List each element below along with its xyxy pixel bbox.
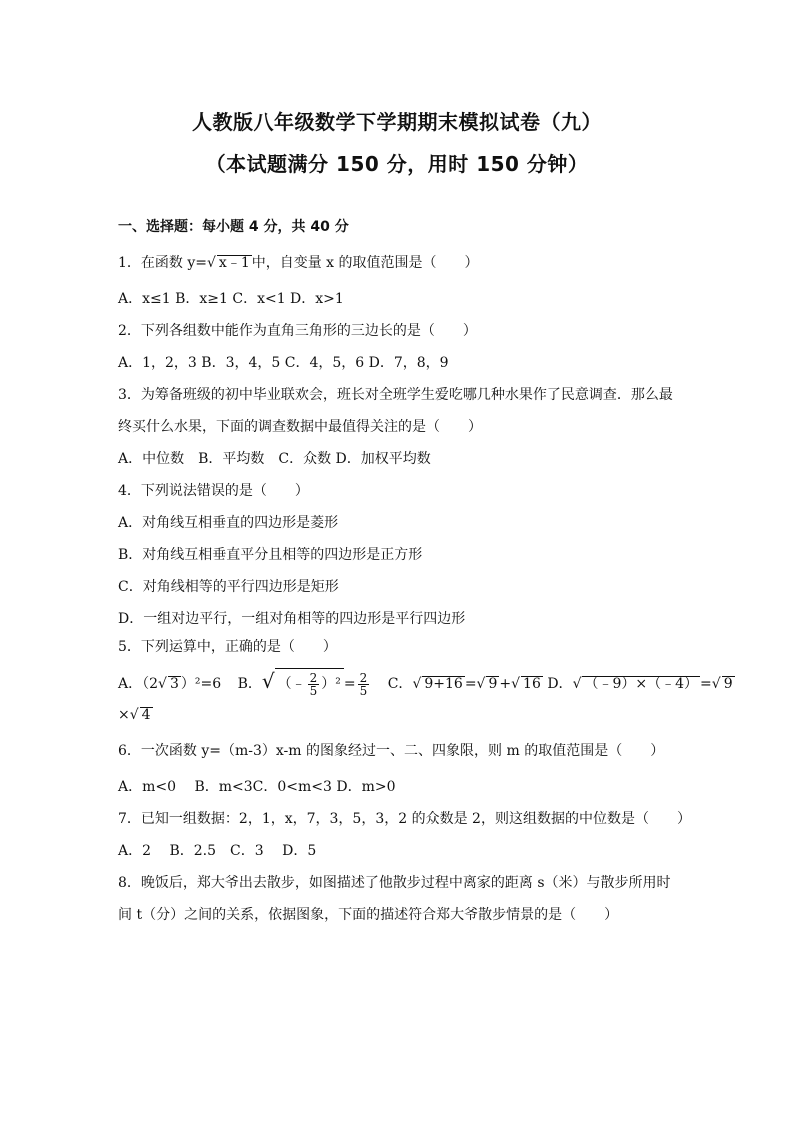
q5-b-equals: = (343, 676, 356, 692)
q5-b-paren-left: （﹣ (277, 676, 306, 692)
q5-d-radicand-3: 4 (141, 707, 151, 723)
question-1-stem (118, 254, 688, 272)
question-6-options: A．m<0 B．m<3C．0<m<3 D．m>0 (118, 779, 396, 795)
question-7-options: A．2 B．2.5 C．3 D．5 (118, 843, 317, 859)
q5-b-result-denominator: 5 (359, 683, 368, 698)
q5-b-denominator: 5 (309, 683, 318, 698)
q5-option-a (118, 676, 221, 692)
sqrt-sign-icon: √ (261, 669, 275, 693)
question-4-option-b: B．对角线互相垂直平分且相等的四边形是正方形 (118, 547, 423, 563)
question-8-stem-line1: 8．晚饭后，郑大爷出去散步，如图描述了他散步过程中离家的距离 s（米）与散步所用时 (118, 875, 671, 891)
q5-option-b (237, 669, 372, 698)
question-2-stem: 2．下列各组数中能作为直角三角形的三边长的是（ ） (118, 323, 477, 339)
question-3-stem-line2: 终买什么水果，下面的调查数据中最值得关注的是（ ） (118, 419, 482, 435)
q5-c-radicand-2: 9 (488, 676, 498, 692)
q5-c-equals: = (464, 676, 477, 692)
q5-d-times: × (118, 707, 130, 723)
q5-b-prefix: B． (237, 676, 262, 692)
q1-radicand: x﹣1 (218, 255, 250, 271)
question-1-options: A．x≤1 B．x≥1 C．x<1 D．x>1 (118, 291, 344, 307)
question-3-options: A．中位数 B．平均数 C．众数 D．加权平均数 (118, 451, 431, 467)
question-2-options: A．1，2，3 B．3，4，5 C．4，5，6 D．7，8，9 (118, 355, 449, 371)
q1-stem-a: 1．在函数 y= (118, 255, 207, 271)
q5-b-radicand (275, 668, 344, 697)
q5-d-prefix: D． (547, 676, 573, 692)
sqrt-sign-icon: √ (572, 676, 582, 692)
question-4-option-d: D．一组对边平行，一组对角相等的四边形是平行四边形 (118, 611, 466, 627)
q5-d-radicand-1: （﹣9）×（﹣4） (584, 676, 699, 692)
sqrt-sign-icon: √ (207, 255, 216, 271)
q5-d-radicand-2: 9 (723, 676, 733, 692)
sqrt-sign-icon: √ (412, 676, 422, 692)
q5-b-numerator: 2 (309, 670, 318, 685)
sqrt-sign-icon: √ (711, 676, 721, 692)
question-5-options (118, 668, 733, 698)
q5-a-radicand: 3 (169, 676, 179, 692)
q5-option-c (388, 676, 543, 692)
question-7-stem: 7．已知一组数据：2，1，x，7，3，5，3，2 的众数是 2，则这组数据的中位数是（ ） (118, 811, 691, 827)
question-4-stem: 4．下列说法错误的是（ ） (118, 483, 309, 499)
sqrt-sign-icon: √ (129, 707, 139, 723)
exam-subtitle: （本试题满分 150 分，用时 150 分钟） (205, 152, 589, 176)
question-3-stem-line1: 3．为筹备班级的初中毕业联欢会，班长对全班学生爱吃哪几种水果作了民意调查．那么最 (118, 387, 673, 403)
question-6-stem: 6．一次函数 y=（m-3）x-m 的图象经过一、二、四象限，则 m 的取值范围是（ ） (118, 743, 665, 759)
q5-d-equals: = (700, 676, 712, 692)
q5-b-fraction (308, 672, 320, 697)
exam-title: 人教版八年级数学下学期期末模拟试卷（九） (192, 110, 602, 134)
q5-a-suffix: ）²=6 (180, 676, 222, 692)
question-5-stem: 5．下列运算中，正确的是（ ） (118, 639, 337, 655)
q5-b-result-fraction (358, 672, 370, 697)
q5-option-d (547, 676, 734, 692)
section-heading-choice: 一、选择题：每小题 4 分，共 40 分 (118, 219, 349, 235)
sqrt-sign-icon: √ (158, 676, 167, 692)
q5-a-prefix: A．（2 (118, 676, 159, 692)
sqrt-sign-icon: √ (511, 676, 521, 692)
q5-c-radicand-1: 9+16 (424, 676, 463, 692)
question-5-option-d-continued (118, 706, 688, 724)
q5-c-radicand-3: 16 (523, 676, 541, 692)
question-4-option-c: C．对角线相等的平行四边形是矩形 (118, 579, 339, 595)
q5-b-paren-right: ）² (321, 676, 341, 692)
question-8-stem-line2: 间 t（分）之间的关系，依据图象，下面的描述符合郑大爷散步情景的是（ ） (118, 907, 619, 923)
q1-stem-b: 中，自变量 x 的取值范围是（ ） (251, 255, 479, 271)
question-4-option-a: A．对角线互相垂直的四边形是菱形 (118, 515, 339, 531)
q5-b-result-numerator: 2 (359, 670, 368, 685)
sqrt-sign-icon: √ (476, 676, 486, 692)
q5-c-plus: + (499, 676, 512, 692)
q5-c-prefix: C． (387, 676, 413, 692)
